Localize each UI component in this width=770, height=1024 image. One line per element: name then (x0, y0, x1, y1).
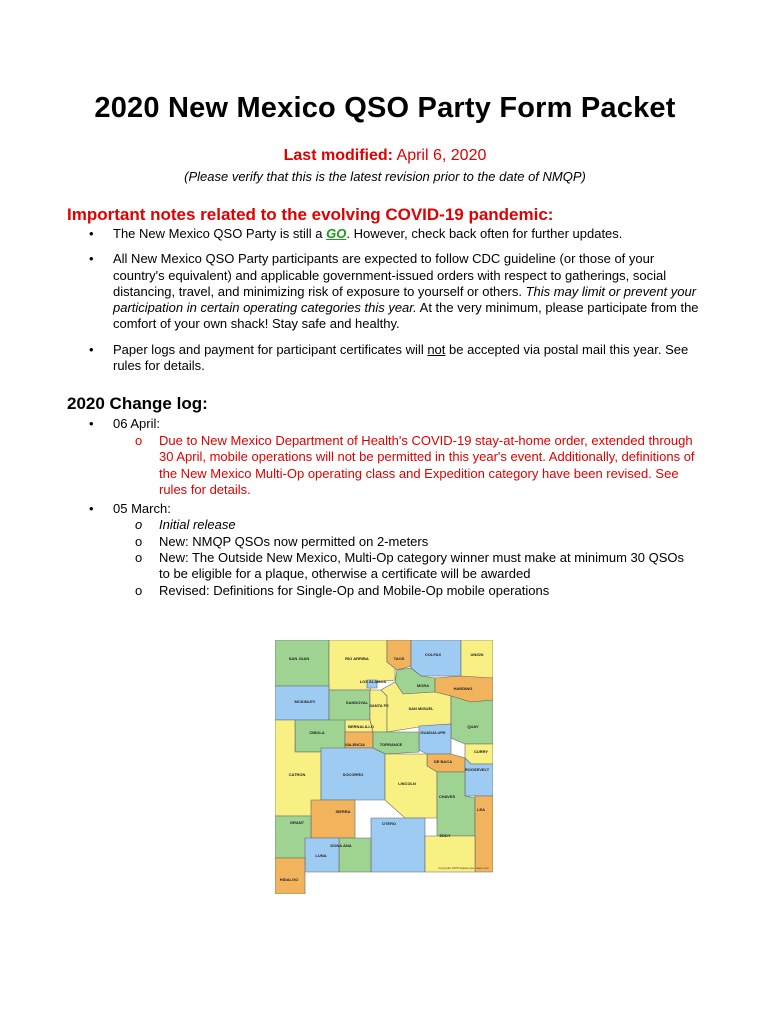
label-otero: OTERO (381, 821, 397, 826)
circle-bullet-icon: o (135, 534, 143, 549)
note-text: All New Mexico QSO Party participants are expected to follow CDC guideline (or those of your country's equivalent) and applicable government-issued orders with respect to gatherings, social distancing, travel, and minimizing risk of exposure to yourself or others. (113, 251, 667, 299)
label-eddy: EDDY (439, 833, 451, 838)
entry-date-text: 05 March: (113, 501, 171, 516)
label-hidalgo: HIDALGO (279, 877, 299, 882)
label-socorro: SOCORRO (342, 772, 364, 777)
label-dona-ana: DONA ANA (330, 843, 352, 848)
county-sierra (311, 800, 355, 838)
county-hidalgo (275, 858, 305, 894)
changelog-subitem (135, 433, 695, 498)
label-harding: HARDING (453, 686, 473, 691)
covid-heading: Important notes related to the evolving COVID-19 pandemic: (67, 205, 554, 224)
label-de-baca: DE BACA (433, 759, 453, 764)
changelog-heading: 2020 Change log: (67, 394, 208, 413)
label-lincoln: LINCOLN (398, 781, 416, 786)
covid-notes-list (67, 226, 707, 383)
note-emphasis: This may limit or prevent your participation in certain operating categories this year. (113, 283, 697, 316)
label-sierra: SIERRA (335, 809, 351, 814)
note-text: Paper logs and payment for participant certificates will (113, 341, 428, 357)
changelog-subitem (135, 550, 695, 583)
label-chaves: CHAVES (438, 794, 456, 799)
changelog-subitem (135, 583, 695, 599)
last-modified (0, 147, 770, 165)
county-colfax (411, 640, 461, 676)
note-text: The New Mexico QSO Party is still a (113, 226, 327, 241)
subitem-text: New: The Outside New Mexico, Multi-Op category winner must make at minimum 30 QSOs to be eligible for a plaque, otherwise a certificate will be awarded (159, 550, 684, 582)
note-emphasis: not (427, 341, 446, 357)
label-guadalupe: GUADALUPE (420, 730, 446, 735)
subitem-text: Revised: Definitions for Single-Op and Mobile-Op mobile operations (159, 583, 550, 598)
county-roosevelt (465, 758, 493, 796)
label-luna: LUNA (315, 853, 327, 858)
changelog-subitem (135, 534, 695, 550)
county-guadalupe (419, 724, 451, 754)
label-bernalillo: BERNALILLO (348, 724, 374, 729)
label-curry: CURRY (473, 749, 489, 754)
label-colfax: COLFAX (424, 652, 442, 657)
label-torrance: TORRANCE (379, 742, 403, 747)
note-text: . However, check back often for further updates. (346, 226, 623, 241)
map-copyright: Copyright 2005 digital-topo-maps.com (438, 866, 489, 870)
bullet-icon: • (89, 416, 94, 431)
changelog-subitem (135, 517, 695, 533)
label-catron: CATRON (288, 772, 306, 777)
bullet-icon: • (89, 501, 94, 516)
page-title: 2020 New Mexico QSO Party Form Packet (94, 92, 676, 124)
label-union: UNION (470, 652, 484, 657)
circle-bullet-icon: o (135, 550, 143, 565)
new-mexico-county-map (275, 640, 493, 894)
note-text: be accepted via postal mail this year. See rules for details. (113, 341, 689, 374)
label-quay: QUAY (467, 724, 479, 729)
subitem-text: Initial release (159, 517, 236, 532)
label-los-alamos: LOS ALAMOS (359, 679, 387, 684)
subitem-text: Due to New Mexico Department of Health's COVID-19 stay-at-home order, extended through 30 April, mobile operations will not be permitted in this year's event. Additionally, definitions of the New Mexico Multi-Op operating class and Expedition category have been revised. See rules for details. (159, 433, 695, 497)
circle-bullet-icon: o (135, 433, 143, 448)
label-rio-arriba: RIO ARRIBA (345, 656, 369, 661)
label-cibola: CIBOLA (309, 730, 325, 735)
label-mora: MORA (416, 683, 430, 688)
label-mckinley: MCKINLEY (294, 699, 316, 704)
entry-date-text: 06 April: (113, 416, 160, 431)
county-otero (371, 818, 425, 872)
covid-note-3 (67, 342, 707, 375)
verify-note: (Please verify that this is the latest revision prior to the date of NMQP) (184, 169, 586, 184)
label-grant: GRANT (289, 820, 305, 825)
label-san-miguel: SAN MIGUEL (408, 706, 434, 711)
label-lea: LEA (477, 807, 485, 812)
label-roosevelt: ROOSEVELT (464, 767, 490, 772)
subitem-text: New: NMQP QSOs now permitted on 2-meters (159, 534, 429, 549)
county-curry (465, 744, 493, 764)
county-union (461, 640, 493, 678)
covid-note-2 (67, 251, 707, 332)
label-sandoval: SANDOVAL (345, 700, 369, 705)
county-san-juan (275, 640, 329, 686)
bullet-icon: • (89, 251, 94, 267)
label-taos: TAOS (393, 656, 405, 661)
covid-note-1 (67, 226, 707, 242)
label-valencia: VALENCIA (344, 742, 366, 747)
label-san-juan: SAN JUAN (288, 656, 310, 661)
bullet-icon: • (89, 226, 94, 241)
county-quay (451, 696, 493, 744)
last-modified-date: April 6, 2020 (396, 147, 487, 164)
label-santa-fe: SANTA FE (369, 703, 389, 708)
bullet-icon: • (89, 341, 94, 357)
circle-bullet-icon: o (135, 517, 143, 532)
go-text: GO (326, 226, 347, 241)
circle-bullet-icon: o (135, 583, 143, 598)
county-sandoval (329, 690, 370, 724)
last-modified-label: Last modified: (283, 147, 393, 164)
county-cibola (295, 720, 345, 752)
note-text: At the very minimum, please participate from the comfort of your own shack! Stay safe and healthy. (113, 300, 699, 332)
